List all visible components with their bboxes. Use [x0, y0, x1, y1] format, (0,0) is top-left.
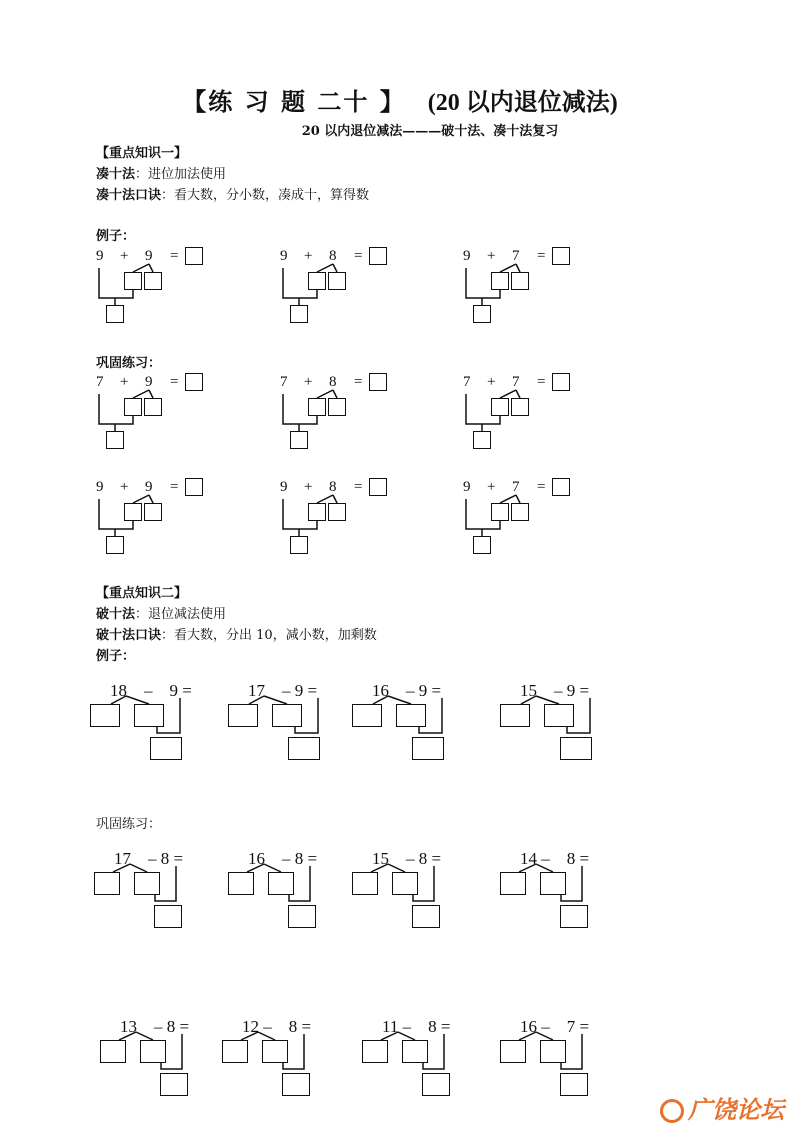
- addend-a: 9: [463, 479, 471, 495]
- subtraction-equation: 11 – 8 =: [382, 1017, 451, 1036]
- subtraction-equation: 13 – 8 =: [120, 1017, 190, 1036]
- addend-b: 9: [145, 374, 153, 390]
- subtitle: 20 以内退位减法———破十法、凑十法复习: [301, 124, 559, 139]
- plus-sign: +: [487, 479, 496, 495]
- addend-a: 9: [280, 479, 288, 495]
- title-main: 【练 习 题 二十 】: [182, 88, 406, 116]
- subtraction-equation: 15 – 9 =: [520, 681, 590, 700]
- section2-method: 破十法：退位减法使用: [96, 607, 227, 622]
- subtraction-equation: 12 – 8 =: [242, 1017, 312, 1036]
- section1-practice-label: 巩固练习：: [96, 356, 162, 371]
- subtraction-equation: 14 – 8 =: [520, 849, 590, 868]
- addend-a: 7: [463, 374, 471, 390]
- section1-example-label: 例子：: [96, 229, 136, 244]
- addend-b: 7: [512, 374, 520, 390]
- equals-sign: =: [354, 374, 363, 390]
- site-logo: 广饶论坛: [660, 1090, 784, 1125]
- plus-sign: +: [304, 374, 313, 390]
- equals-sign: =: [170, 479, 179, 495]
- plus-sign: +: [120, 374, 129, 390]
- plus-sign: +: [120, 248, 129, 264]
- subtraction-equation: 16 – 7 =: [520, 1017, 590, 1036]
- section1-rhyme: 凑十法口诀：看大数，分小数，凑成十，算得数: [96, 188, 370, 203]
- subtraction-equation: 17 – 8 =: [114, 849, 184, 868]
- plus-sign: +: [120, 479, 129, 495]
- section2-practice-label: 巩固练习：: [96, 817, 162, 832]
- addend-b: 7: [512, 479, 520, 495]
- equals-sign: =: [537, 374, 546, 390]
- equals-sign: =: [537, 479, 546, 495]
- addend-b: 8: [329, 374, 337, 390]
- equals-sign: =: [537, 248, 546, 264]
- addend-a: 9: [463, 248, 471, 264]
- plus-sign: +: [304, 479, 313, 495]
- title-topic: (20 以内退位减法): [427, 90, 618, 116]
- addend-b: 8: [329, 479, 337, 495]
- section2-example-label: 例子：: [96, 649, 136, 664]
- connector-lines: [519, 1032, 582, 1069]
- addend-a: 9: [280, 248, 288, 264]
- plus-sign: +: [304, 248, 313, 264]
- addend-a: 9: [96, 248, 104, 264]
- subtraction-equation: 18 – 9 =: [110, 681, 192, 700]
- equals-sign: =: [354, 479, 363, 495]
- addend-b: 7: [512, 248, 520, 264]
- addend-a: 7: [280, 374, 288, 390]
- addend-b: 8: [329, 248, 337, 264]
- logo-g-icon: [660, 1099, 684, 1123]
- equals-sign: =: [170, 248, 179, 264]
- plus-sign: +: [487, 248, 496, 264]
- subtraction-equation: 15 – 8 =: [372, 849, 442, 868]
- addend-a: 9: [96, 479, 104, 495]
- subtraction-equation: 16 – 8 =: [248, 849, 318, 868]
- section2-rhyme: 破十法口诀：看大数，分出 10，减小数，加剩数: [96, 628, 377, 643]
- equals-sign: =: [354, 248, 363, 264]
- plus-sign: +: [487, 374, 496, 390]
- addend-a: 7: [96, 374, 104, 390]
- subtraction-equation: 17 – 9 =: [248, 681, 318, 700]
- section1-method: 凑十法：进位加法使用: [96, 167, 227, 182]
- addend-b: 9: [145, 479, 153, 495]
- section1-heading: 【重点知识一】: [96, 146, 188, 161]
- section2-heading: 【重点知识二】: [96, 586, 188, 601]
- equals-sign: =: [170, 374, 179, 390]
- subtraction-equation: 16 – 9 =: [372, 681, 442, 700]
- addend-b: 9: [145, 248, 153, 264]
